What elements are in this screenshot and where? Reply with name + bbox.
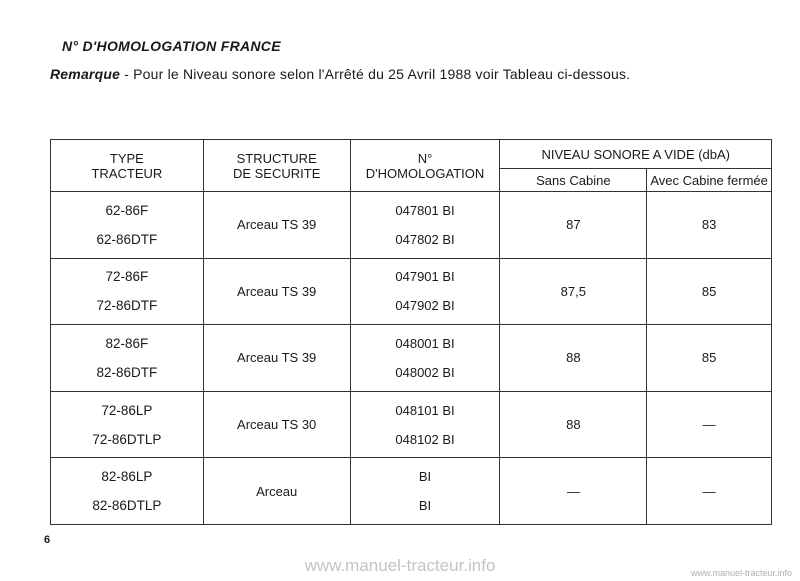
header-sans-cabine: Sans Cabine xyxy=(500,169,647,192)
cell-structure: Arceau TS 39 xyxy=(203,258,350,325)
cell-structure: Arceau xyxy=(203,458,350,525)
cell-types xyxy=(51,458,204,525)
cell-homologation xyxy=(350,391,500,458)
page-heading: N° D'HOMOLOGATION FRANCE xyxy=(62,38,281,54)
header-type-line1: TYPE xyxy=(109,150,144,166)
cell-sans-cabine: 88 xyxy=(500,391,647,458)
cell-avec-cabine: — xyxy=(647,458,772,525)
page-number: 6 xyxy=(44,534,51,546)
type-name: 72-86F xyxy=(105,269,149,285)
footer-url: www.manuel-tracteur.info xyxy=(690,568,792,578)
cell-homologation xyxy=(350,325,500,392)
table-row xyxy=(51,258,772,325)
header-type-tracteur xyxy=(51,140,204,192)
cell-homologation xyxy=(350,258,500,325)
cell-sans-cabine: 87,5 xyxy=(500,258,647,325)
cell-types xyxy=(51,192,204,259)
type-name: 82-86DTLP xyxy=(92,498,162,514)
cell-sans-cabine: 87 xyxy=(500,192,647,259)
remark-label: Remarque xyxy=(50,66,121,82)
homologation-number: BI xyxy=(418,498,432,514)
cell-sans-cabine: — xyxy=(500,458,647,525)
cell-types xyxy=(51,325,204,392)
header-niveau-sonore: NIVEAU SONORE A VIDE (dbA) xyxy=(500,140,772,169)
homologation-number: 048102 BI xyxy=(395,431,455,447)
table-row xyxy=(51,325,772,392)
cell-structure: Arceau TS 39 xyxy=(203,192,350,259)
type-name: 82-86F xyxy=(105,335,149,351)
cell-homologation xyxy=(350,192,500,259)
watermark-url: www.manuel-tracteur.info xyxy=(304,556,496,575)
header-avec-cabine: Avec Cabine fermée xyxy=(647,169,772,192)
remark-paragraph xyxy=(50,66,630,82)
type-name: 72-86LP xyxy=(101,402,153,418)
homologation-number: 047901 BI xyxy=(395,269,455,285)
cell-homologation xyxy=(350,458,500,525)
type-name: 82-86DTF xyxy=(96,364,158,380)
cell-avec-cabine: 85 xyxy=(647,325,772,392)
homologation-number: 047802 BI xyxy=(395,231,455,247)
cell-avec-cabine: 85 xyxy=(647,258,772,325)
table-row xyxy=(51,458,772,525)
type-name: 62-86DTF xyxy=(96,231,158,247)
homologation-number: 047801 BI xyxy=(395,202,455,218)
cell-avec-cabine: 83 xyxy=(647,192,772,259)
header-structure-line2: DE SECURITE xyxy=(232,165,321,181)
type-name: 82-86LP xyxy=(101,469,153,485)
header-type-line2: TRACTEUR xyxy=(91,165,163,181)
header-homologation xyxy=(350,140,500,192)
homologation-number: BI xyxy=(418,469,432,485)
remark-text: - Pour le Niveau sonore selon l'Arrêté du 25 Avril 1988 voir Tableau ci-dessous. xyxy=(120,66,631,82)
homologation-number: 047902 BI xyxy=(395,298,455,314)
cell-avec-cabine: — xyxy=(647,391,772,458)
cell-types xyxy=(51,391,204,458)
table-row xyxy=(51,391,772,458)
header-homologation-line2: D'HOMOLOGATION xyxy=(365,165,485,181)
type-name: 62-86F xyxy=(105,202,149,218)
cell-structure: Arceau TS 39 xyxy=(203,325,350,392)
homologation-number: 048002 BI xyxy=(395,364,455,380)
header-structure-line1: STRUCTURE xyxy=(236,150,317,166)
header-structure xyxy=(203,140,350,192)
type-name: 72-86DTLP xyxy=(92,431,162,447)
cell-types xyxy=(51,258,204,325)
header-homologation-line1: N° xyxy=(417,150,433,166)
cell-sans-cabine: 88 xyxy=(500,325,647,392)
homologation-table xyxy=(50,139,772,525)
cell-structure: Arceau TS 30 xyxy=(203,391,350,458)
homologation-number: 048001 BI xyxy=(395,335,455,351)
homologation-number: 048101 BI xyxy=(395,402,455,418)
type-name: 72-86DTF xyxy=(96,298,158,314)
table-row xyxy=(51,192,772,259)
